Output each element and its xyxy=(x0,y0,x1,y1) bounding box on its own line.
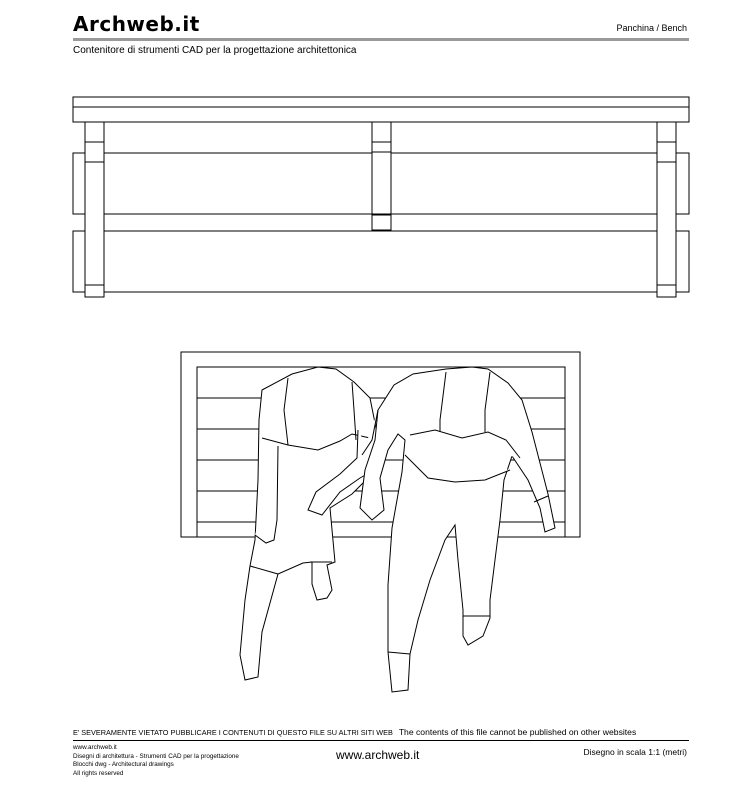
scale-note: Disegno in scala 1:1 (metri) xyxy=(583,747,687,757)
footer-line: www.archweb.it xyxy=(73,744,117,751)
footer-line: All rights reserved xyxy=(73,769,124,777)
bench-elevation xyxy=(73,97,689,297)
warning-italian: E' SEVERAMENTE VIETATO PUBBLICARE I CONTENUTI DI QUESTO FILE SU ALTRI SITI WEB xyxy=(73,728,393,737)
copyright-warning xyxy=(73,727,636,737)
person-figure-left xyxy=(240,367,378,680)
bench-top-board xyxy=(73,107,689,122)
subtitle: Contenitore di strumenti CAD per la progettazione architettonica xyxy=(73,45,357,56)
footer-credits xyxy=(73,744,239,778)
footer-line: Disegni di architettura - Strumenti CAD per la progettazione xyxy=(73,752,239,760)
warning-english: The contents of this file cannot be published on other websites xyxy=(398,727,637,737)
bench-leg-left xyxy=(85,122,104,297)
bench-top-rail xyxy=(73,97,689,107)
bench-leg-right xyxy=(657,122,676,297)
footer-line: Blocchi dwg - Architectural drawings xyxy=(73,761,174,768)
drawing-title: Panchina / Bench xyxy=(616,23,687,33)
footer-website-link[interactable]: www.archweb.it xyxy=(336,748,420,762)
footer-divider xyxy=(73,740,689,741)
person-figure-right xyxy=(360,367,555,692)
archweb-logo: Archweb.it xyxy=(73,12,200,36)
bench-board-lower xyxy=(73,231,689,292)
